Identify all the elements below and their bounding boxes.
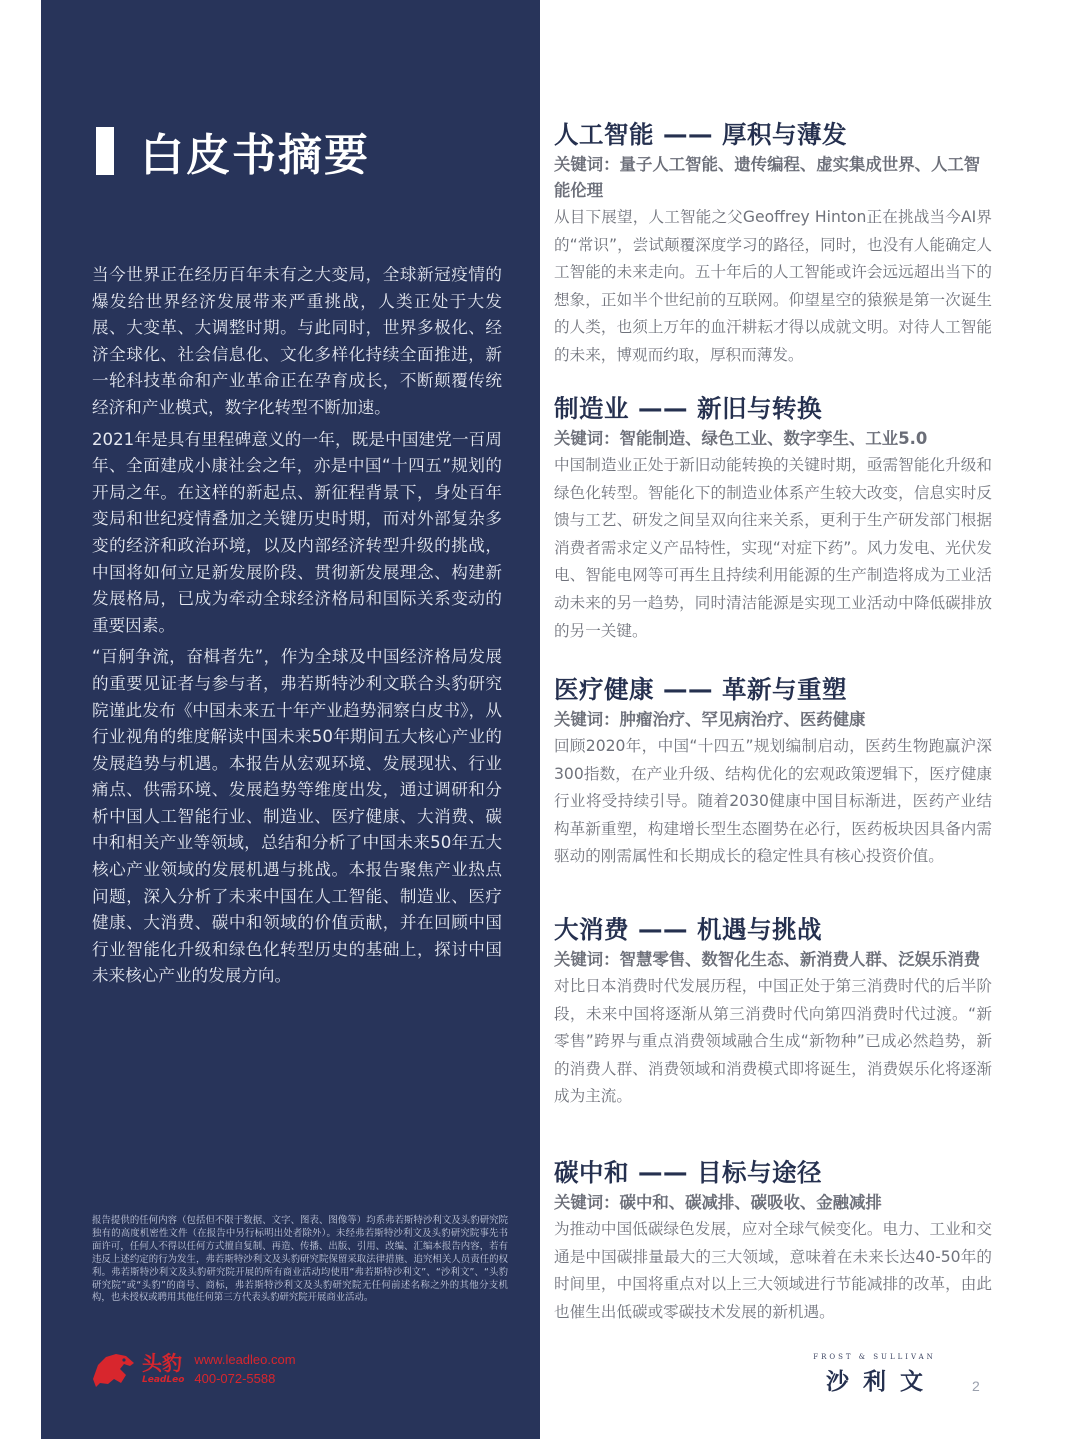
page-number: 2	[972, 1378, 980, 1394]
frost-logo-en: FROST & SULLIVAN	[813, 1353, 936, 1361]
leadleo-sub: LeadLeo	[142, 1375, 185, 1385]
section-consumption	[554, 913, 992, 1111]
section-title: 人工智能 —— 厚积与薄发	[554, 120, 848, 149]
section-carbon	[554, 1156, 992, 1326]
section-title: 制造业 —— 新旧与转换	[554, 394, 823, 423]
intro-paragraph: “百舸争流，奋楫者先”，作为全球及中国经济格局发展的重要见证者与参与者，弗若斯特沙利文联合头豹研究院谨此发布《中国未来五十年产业趋势洞察白皮书》，从行业视角的维度解读中国未来50年期间五大核心产业的发展趋势与机遇。本报告从宏观环境、发展现状、行业痛点、供需环境、发展趋势等维度出发，通过调研和分析中国人工智能行业、制造业、医疗健康、大消费、碳中和相关产业等领域，总结和分析了中国未来50年五大核心产业领域的发展机遇与挑战。本报告聚焦产业热点问题，深入分析了未来中国在人工智能、制造业、医疗健康、大消费、碳中和领域的价值贡献，并在回顾中国行业智能化升级和绿色化转型历史的基础上，探讨中国未来核心产业的发展方向。	[92, 647, 502, 986]
section-body: 中国制造业正处于新旧动能转换的关键时期，亟需智能化升级和绿色化转型。智能化下的制造业体系产生较大改变，信息实时反馈与工艺、研发之间呈双向往来关系，更利于生产研发部门根据消费者需求定义产品特性，实现“对症下药”。风力发电、光伏发电、智能电网等可再生且持续利用能源的生产制造将成为工业活动未来的另一趋势，同时清洁能源是实现工业活动中降低碳排放的另一关键。	[554, 456, 992, 640]
page-title-text: 白皮书摘要	[140, 130, 370, 181]
section-body: 为推动中国低碳绿色发展，应对全球气候变化。电力、工业和交通是中国碳排量最大的三大领域，意味着在未来长达40-50年的时间里，中国将重点对以上三大领域进行节能减排的改革，由此也催生出低碳或零碳技术发展的新机遇。	[554, 1220, 992, 1321]
leadleo-logo-block	[90, 1347, 296, 1391]
disclaimer: 报告提供的任何内容（包括但不限于数据、文字、图表、图像等）均系弗若斯特沙利文及头豹研究院独有的高度机密性文件（在报告中另行标明出处者除外）。未经弗若斯特沙利文及头豹研究院事先书面许可，任何人不得以任何方式擅自复制、再造、传播、出版、引用、改编、汇编本报告内容，若有违反上述约定的行为发生，弗若斯特沙利文及头豹研究院保留采取法律措施、追究相关人员责任的权利。弗若斯特沙利文及头豹研究院开展的所有商业活动均使用“弗若斯特沙利文”、“沙利文”、“头豹研究院”或“头豹”的商号、商标，弗若斯特沙利文及头豹研究院无任何前述名称之外的其他分支机构，也未授权或聘用其他任何第三方代表头豹研究院开展商业活动。	[92, 1215, 508, 1304]
section-healthcare	[554, 673, 992, 871]
leadleo-website[interactable]: www.leadleo.com	[194, 1352, 296, 1367]
leadleo-name: 头豹	[142, 1351, 182, 1375]
section-keywords: 关键词：碳中和、碳减排、碳吸收、金融减排	[554, 1193, 882, 1212]
section-body: 从目下展望，人工智能之父Geoffrey Hinton正在挑战当今AI界的“常识”，尝试颠覆深度学习的路径，同时，也没有人能确定人工智能的未来走向。五十年后的人工智能或许会远远超出当下的想象，正如半个世纪前的互联网。仰望星空的猿猴是第一次诞生的人类，也须上万年的血汗耕耘才得以成就文明。对待人工智能的未来，博观而约取，厚积而薄发。	[554, 208, 992, 364]
section-title: 碳中和 —— 目标与途径	[554, 1158, 823, 1187]
frost-sullivan-logo	[812, 1353, 937, 1396]
section-keywords: 关键词：量子人工智能、遗传编程、虚实集成世界、人工智能伦理	[554, 155, 981, 200]
section-ai	[554, 118, 992, 370]
section-body: 回顾2020年，中国“十四五”规划编制启动，医药生物跑赢沪深300指数，在产业升级、结构优化的宏观政策逻辑下，医疗健康行业将受持续引导。随着2030健康中国目标渐进，医药产业结构革新重塑，构建增长型生态圈势在必行，医药板块因具备内需驱动的刚需属性和长期成长的稳定性具有核心投资价值。	[554, 737, 992, 866]
frost-logo-cn: 沙利文	[826, 1369, 937, 1395]
leadleo-phone: 400-072-5588	[194, 1371, 276, 1386]
title-bar-decoration	[96, 127, 114, 175]
intro-paragraph: 当今世界正在经历百年未有之大变局，全球新冠疫情的爆发给世界经济发展带来严重挑战，人类正处于大发展、大变革、大调整时期。与此同时，世界多极化、经济全球化、社会信息化、文化多样化持续全面推进，新一轮科技革命和产业革命正在孕育成长，不断颠覆传统经济和产业模式，数字化转型不断加速。	[92, 265, 502, 417]
section-title: 大消费 —— 机遇与挑战	[554, 915, 823, 944]
section-body: 对比日本消费时代发展历程，中国正处于第三消费时代的后半阶段，未来中国将逐渐从第三消费时代向第四消费时代过渡。“新零售”跨界与重点消费领域融合生成“新物种”已成必然趋势，新的消费人群、消费领域和消费模式即将诞生，消费娱乐化将逐渐成为主流。	[554, 977, 992, 1106]
intro-paragraph: 2021年是具有里程碑意义的一年，既是中国建党一百周年、全面建成小康社会之年，亦是中国“十四五”规划的开局之年。在这样的新起点、新征程背景下，身处百年变局和世纪疫情叠加之关键历史时期，而对外部复杂多变的经济和政治环境，以及内部经济转型升级的挑战，中国将如何立足新发展阶段、贯彻新发展理念、构建新发展格局，已成为牵动全球经济格局和国际关系变动的重要因素。	[92, 429, 502, 635]
section-title: 医疗健康 —— 革新与重塑	[554, 675, 848, 704]
section-manufacturing	[554, 392, 992, 645]
leopard-icon	[90, 1349, 136, 1389]
section-keywords: 关键词：智能制造、绿色工业、数字孪生、工业5.0	[554, 429, 928, 448]
intro-text	[92, 262, 502, 995]
section-keywords: 关键词：肿瘤治疗、罕见病治疗、医药健康	[554, 710, 866, 729]
page-title	[96, 122, 370, 180]
section-keywords: 关键词：智慧零售、数智化生态、新消费人群、泛娱乐消费	[554, 950, 981, 969]
